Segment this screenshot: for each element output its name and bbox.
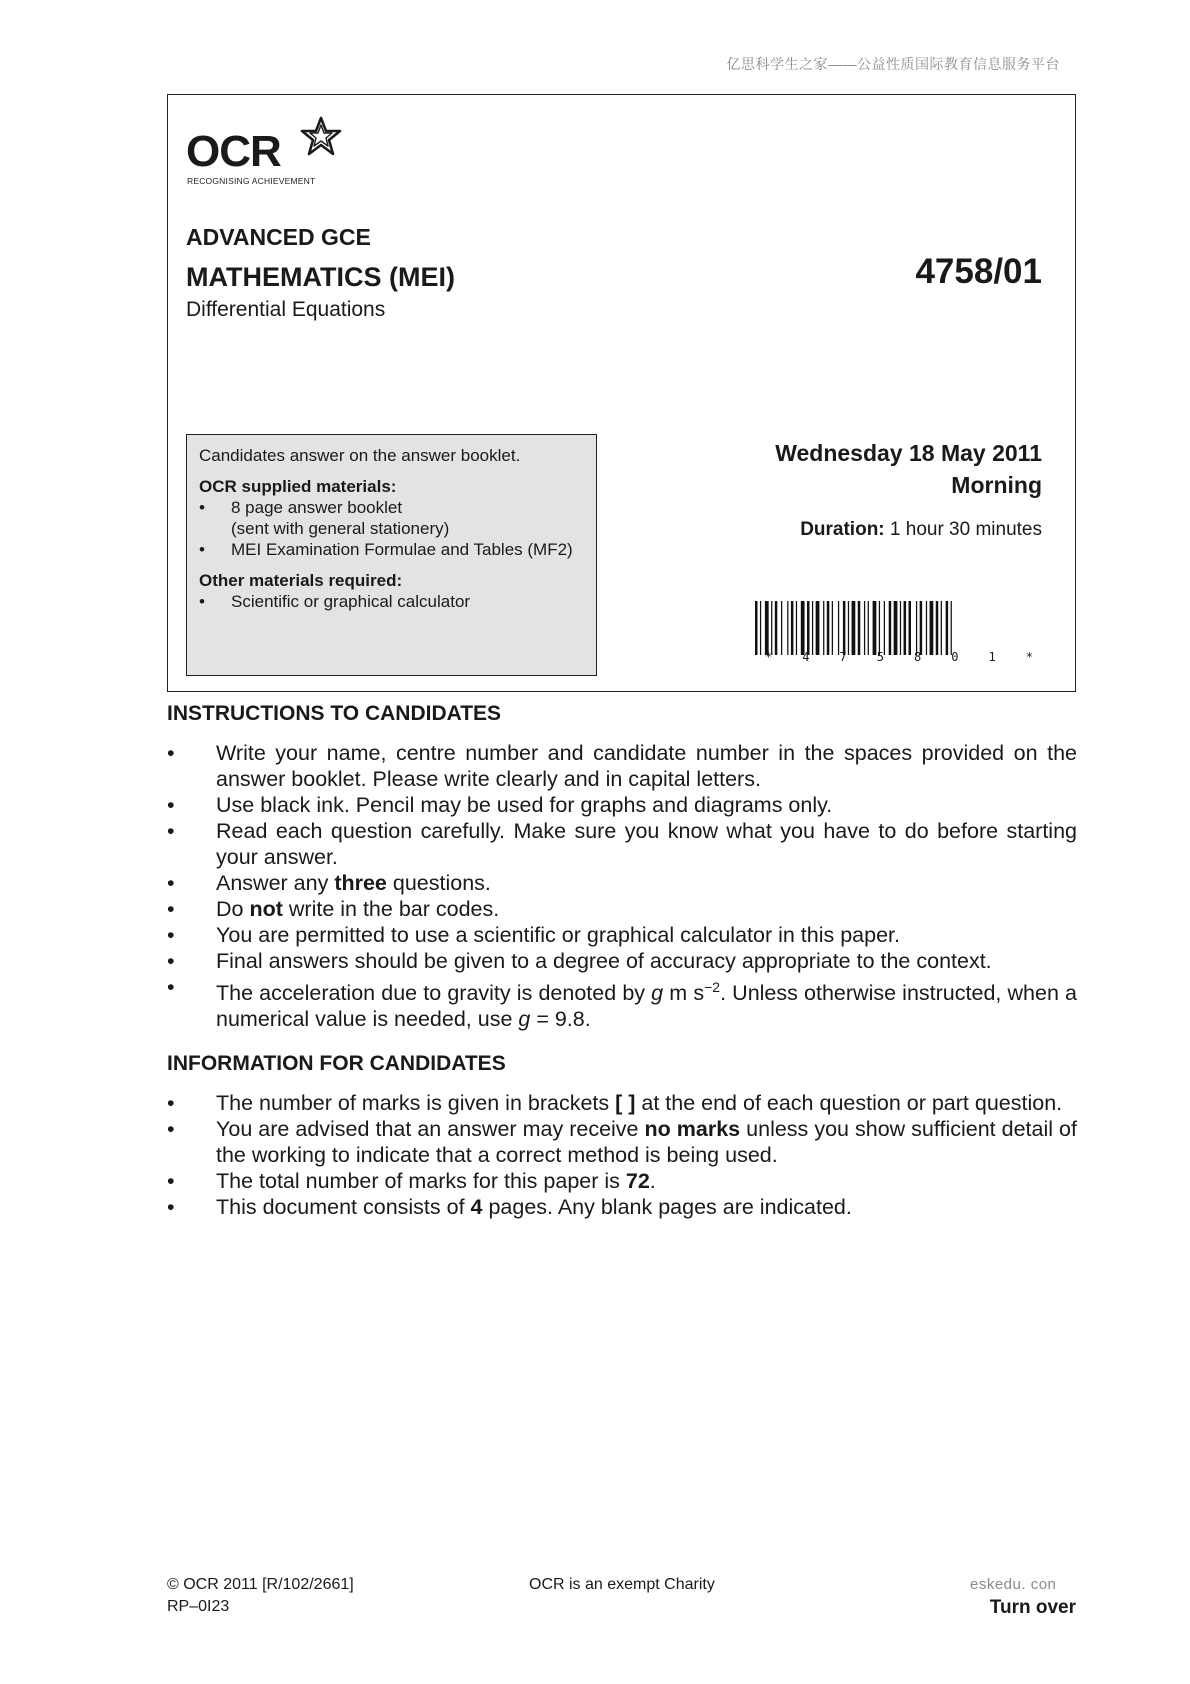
- barcode-digit: 5: [876, 650, 884, 664]
- bullet: •: [167, 1117, 175, 1141]
- exam-session: Morning: [951, 472, 1042, 498]
- barcode-digits: [755, 650, 1043, 664]
- unit-title: Differential Equations: [186, 298, 386, 321]
- instructions-list: [167, 740, 1077, 1032]
- list-item: • The acceleration due to gravity is denoted by g m $s^{-2}$. Unless otherwise instructed, when a numerical value is needed, use g = 9.8.: [167, 975, 1078, 1032]
- bullet: •: [167, 1169, 175, 1193]
- materials-box: [186, 434, 597, 676]
- list-item: • You are permitted to use a scientific or graphical calculator in this paper.: [167, 923, 901, 947]
- information-list: [167, 1090, 1077, 1220]
- turn-over-label: Turn over: [989, 1597, 1076, 1618]
- logo-text: OCR: [186, 127, 281, 176]
- barcode-digit: *: [765, 650, 773, 664]
- list-item: • Write your name, centre number and candidate number in the spaces provided on the answer booklet. Please write clearly and in capital letters.: [167, 741, 1077, 791]
- instructions-heading: INSTRUCTIONS TO CANDIDATES: [167, 702, 502, 725]
- barcode-digit: 0: [951, 650, 959, 664]
- barcode-digit: 7: [839, 650, 847, 664]
- bullet: •: [167, 871, 175, 895]
- reference-code: RP–0I23: [167, 1598, 230, 1615]
- exam-duration: Duration: 1 hour 30 minutes: [800, 519, 1042, 540]
- list-item: • Answer any three questions.: [167, 871, 491, 895]
- bullet: •: [167, 793, 175, 817]
- ocr-logo: [186, 116, 366, 192]
- copyright-notice: © OCR 2011 [R/102/2661]: [167, 1576, 354, 1593]
- watermark-bottom: eskedu. con: [970, 1576, 1057, 1593]
- other-heading: Other materials required:: [199, 571, 403, 590]
- exam-date: Wednesday 18 May 2011: [775, 440, 1042, 466]
- list-item: • Final answers should be given to a degree of accuracy appropriate to the context.: [167, 949, 992, 973]
- subject-title: MATHEMATICS (MEI): [186, 262, 455, 292]
- star-icon: [300, 116, 342, 156]
- list-item: • MEI Examination Formulae and Tables (MF2): [199, 540, 573, 559]
- watermark-top: 亿思科学生之家——公益性质国际教育信息服务平台: [726, 56, 1060, 72]
- list-item: (sent with general stationery): [231, 519, 450, 538]
- barcode-digit: 8: [914, 650, 922, 664]
- bullet: •: [167, 897, 175, 921]
- bullet: •: [167, 1091, 175, 1115]
- list-item: • Use black ink. Pencil may be used for graphs and diagrams only.: [167, 793, 833, 817]
- list-item: • This document consists of 4 pages. Any blank pages are indicated.: [167, 1195, 852, 1219]
- bullet: •: [167, 1195, 175, 1219]
- qualification-level: ADVANCED GCE: [186, 224, 371, 250]
- charity-notice: OCR is an exempt Charity: [529, 1576, 715, 1593]
- bullet: •: [167, 741, 175, 765]
- barcode-digit: 4: [802, 650, 810, 664]
- list-item: • You are advised that an answer may receive no marks unless you show sufficient detail of the working to indicate that a correct method is being used.: [167, 1117, 1077, 1167]
- supplied-list: [199, 497, 584, 560]
- list-item: • Scientific or graphical calculator: [199, 592, 471, 611]
- barcode-digit: *: [1025, 650, 1033, 664]
- bullet: •: [167, 819, 175, 843]
- materials-intro: Candidates answer on the answer booklet.: [199, 446, 521, 465]
- list-item: • Read each question carefully. Make sure you know what you have to do before starting your answer.: [167, 819, 1077, 869]
- bullet: •: [167, 923, 175, 947]
- list-item: • The number of marks is given in brackets [ ] at the end of each question or part question.: [167, 1091, 1063, 1115]
- information-heading: INFORMATION FOR CANDIDATES: [167, 1052, 506, 1075]
- list-item: • The total number of marks for this paper is 72.: [167, 1169, 656, 1193]
- logo-tagline: RECOGNISING ACHIEVEMENT: [187, 176, 316, 186]
- barcode-digit: 1: [988, 650, 996, 664]
- paper-code: 4758/01: [915, 252, 1042, 291]
- bullet: •: [167, 975, 175, 999]
- other-list: [199, 591, 584, 612]
- bullet: •: [167, 949, 175, 973]
- supplied-heading: OCR supplied materials:: [199, 477, 397, 496]
- list-item: • 8 page answer booklet: [199, 498, 403, 517]
- list-item: • Do not write in the bar codes.: [167, 897, 500, 921]
